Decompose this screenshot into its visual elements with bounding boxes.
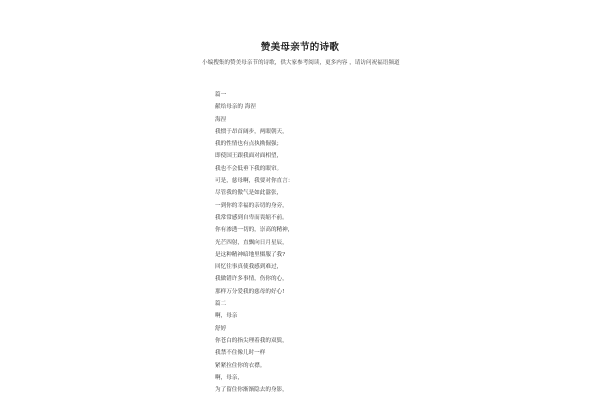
poem-line: 尽管我的傲气是如此嚣张， xyxy=(215,190,283,197)
poem-line: 紧紧拉住你的衣襟。 xyxy=(215,362,266,369)
poem-line: 那样万分爱我的慈母的好心! xyxy=(215,288,285,295)
poem-line: 我的性情也有点执拗倔强； xyxy=(215,141,283,148)
poem-line: 是这种精神暗地里慑服了我? xyxy=(215,251,286,258)
poem-line: 啊，母亲 xyxy=(215,313,238,320)
poem-line: 啊，母亲， xyxy=(215,374,243,381)
poem-line: 可是，慈母啊，我要对你直言： xyxy=(215,178,294,185)
poem-line: 篇二 xyxy=(215,301,227,308)
poem-line: 一到你的幸福的亲切的身旁， xyxy=(215,202,288,209)
poem-line: 献给母亲的 海涅 xyxy=(215,104,256,111)
poem-line: 为了留住你渐渐隐去的身影， xyxy=(215,387,288,394)
poem-line: 海涅 xyxy=(215,116,227,123)
poem-line: 光芒四射，直飘向日月星辰， xyxy=(215,239,288,246)
poem-line: 你苍白的指尖理着我的双鬓， xyxy=(215,337,288,344)
poem-line: 我惯于昂首阔步，两眼朝天， xyxy=(215,128,288,135)
poem-line: 回忆往事真使我感到难过， xyxy=(215,264,283,271)
poem-line: 我常常感到自卑而畏缩不前。 xyxy=(215,214,288,221)
poem-line: 你有渗透一切的，崇高的精神， xyxy=(215,227,294,234)
poem-line: 我做错许多事情，伤你的心， xyxy=(215,276,288,283)
poem-line: 我也不会低垂下我的眼帘。 xyxy=(215,165,283,172)
poem-line: 我禁不住像儿时一样 xyxy=(215,350,266,357)
document-title: 赞美母亲节的诗歌 xyxy=(260,42,340,53)
poem-line: 即使国王跟我面对面相望， xyxy=(215,153,283,160)
poem-line: 篇一 xyxy=(215,92,227,98)
poem-body xyxy=(215,89,395,396)
intro-paragraph: 小编搜集的赞美母亲节的诗歌，供大家参考阅读，更多内容 ，请访问祝福语频道 xyxy=(202,60,400,66)
poem-line: 舒婷 xyxy=(215,325,227,332)
